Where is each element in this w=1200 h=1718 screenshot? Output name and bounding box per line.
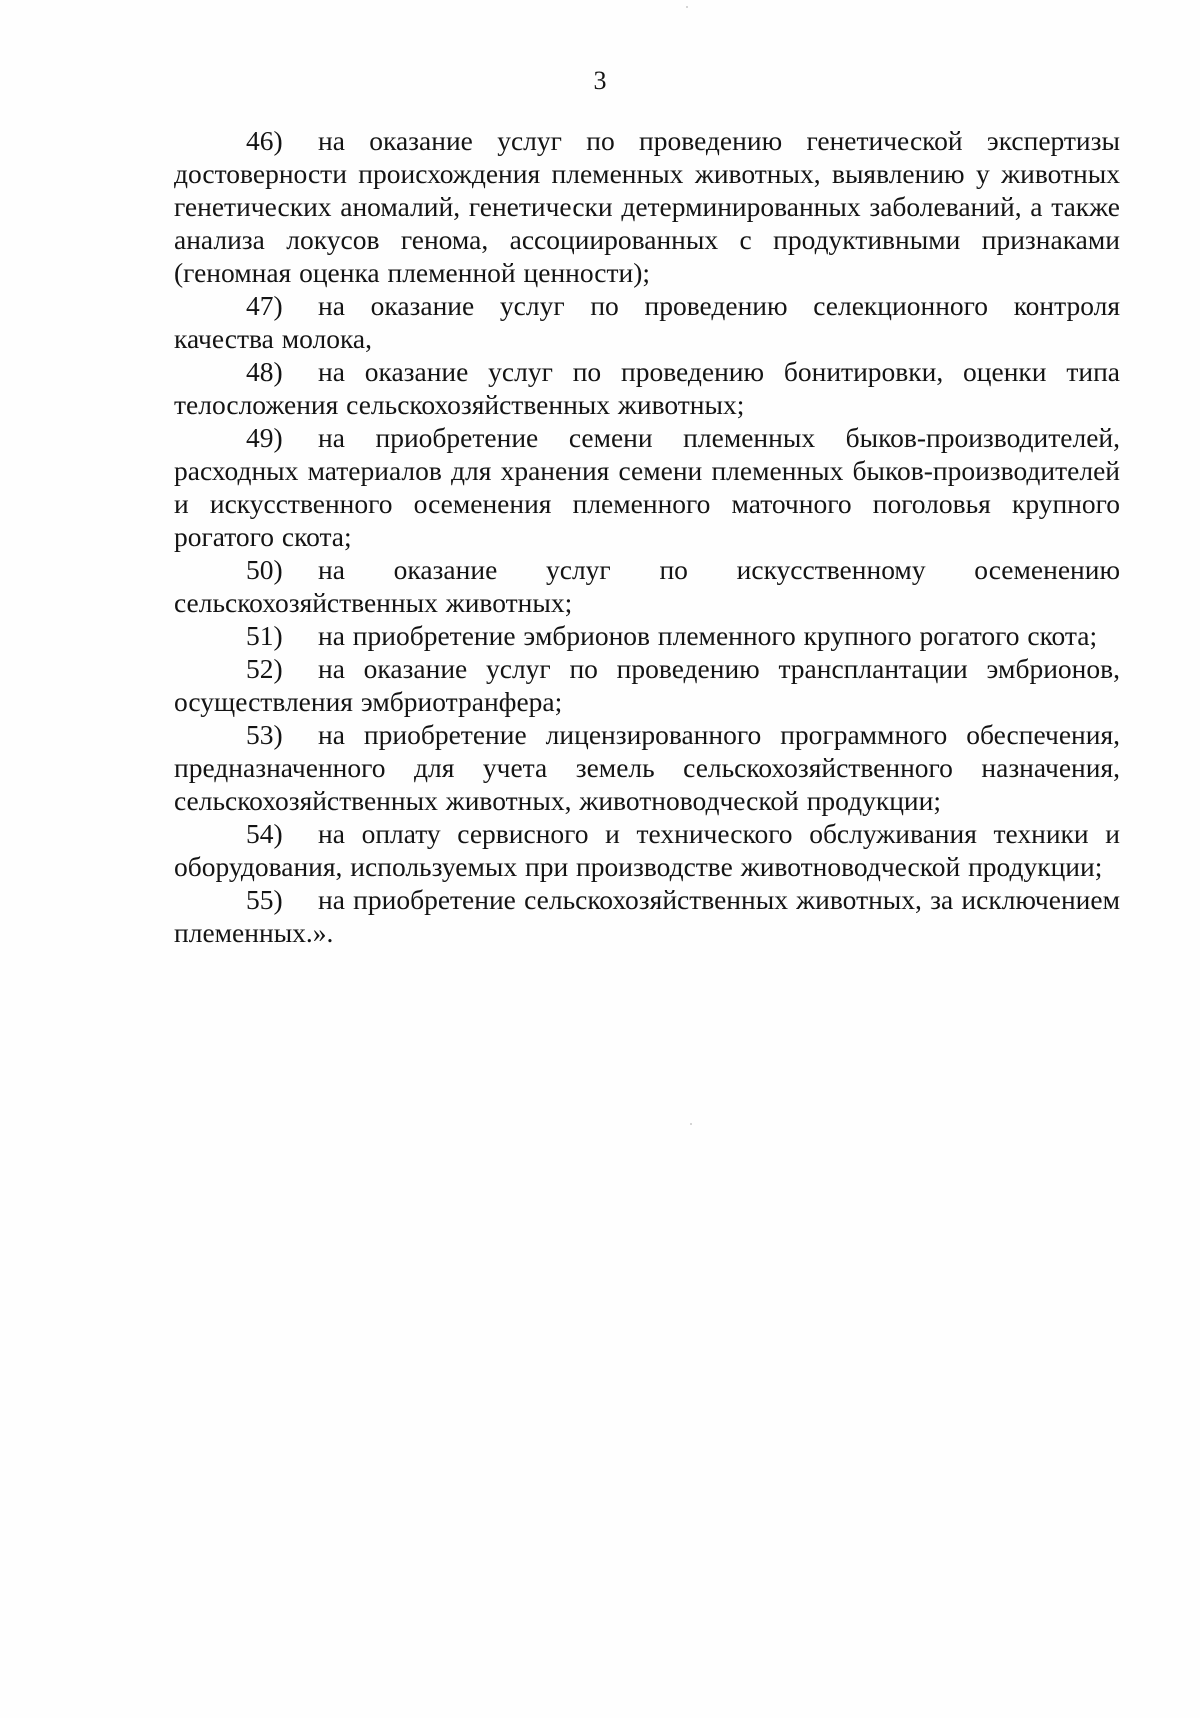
list-item-46 <box>174 124 1120 289</box>
item-text: на приобретение сельскохозяйственных животных, за исключением племенных.». <box>174 884 1120 948</box>
list-item-51 <box>174 619 1120 652</box>
item-text: на оплату сервисного и технического обслуживания техники и оборудования, используемых при производстве животноводческой продукции; <box>174 818 1120 882</box>
scan-speck <box>686 6 688 8</box>
item-text: на оказание услуг по искусственному осеменению сельскохозяйственных животных; <box>174 554 1120 618</box>
item-number: 53) <box>246 719 283 750</box>
item-text: на приобретение эмбрионов племенного крупного рогатого скота; <box>318 620 1098 651</box>
list-item-50 <box>174 553 1120 619</box>
list-item-47 <box>174 289 1120 355</box>
item-text: на оказание услуг по проведению трансплантации эмбрионов, осуществления эмбриотранфера; <box>174 653 1120 717</box>
scan-speck <box>690 1123 692 1125</box>
item-text: на оказание услуг по проведению генетической экспертизы достоверности происхождения племенных животных, выявлению у животных генетических аномалий, генетически детерминированных заболеваний, а также анализа локусов генома, ассоциированных с продуктивными признаками (геномная оценка племенной ценности); <box>174 125 1120 288</box>
item-text: на приобретение лицензированного программного обеспечения, предназначенного для учета земель сельскохозяйственного назначения, сельскохозяйственных животных, животноводческой продукции; <box>174 719 1120 816</box>
item-number: 46) <box>246 125 283 156</box>
list-item-55 <box>174 883 1120 949</box>
list-item-48 <box>174 355 1120 421</box>
item-number: 51) <box>246 620 283 651</box>
item-number: 50) <box>246 554 283 585</box>
item-number: 55) <box>246 884 283 915</box>
list-item-53 <box>174 718 1120 817</box>
item-text: на оказание услуг по проведению бонитировки, оценки типа телосложения сельскохозяйственных животных; <box>174 356 1120 420</box>
item-text: на оказание услуг по проведению селекционного контроля качества молока, <box>174 290 1120 354</box>
item-text: на приобретение семени племенных быков-производителей, расходных материалов для хранения семени племенных быков-производителей и искусственного осеменения племенного маточного поголовья крупного рогатого скота; <box>174 422 1120 552</box>
item-number: 52) <box>246 653 283 684</box>
list-item-49 <box>174 421 1120 553</box>
item-number: 47) <box>246 290 283 321</box>
item-number: 49) <box>246 422 283 453</box>
list-item-54 <box>174 817 1120 883</box>
item-number: 54) <box>246 818 283 849</box>
item-number: 48) <box>246 356 283 387</box>
page-number: 3 <box>593 66 607 95</box>
document-body <box>174 124 1120 949</box>
list-item-52 <box>174 652 1120 718</box>
